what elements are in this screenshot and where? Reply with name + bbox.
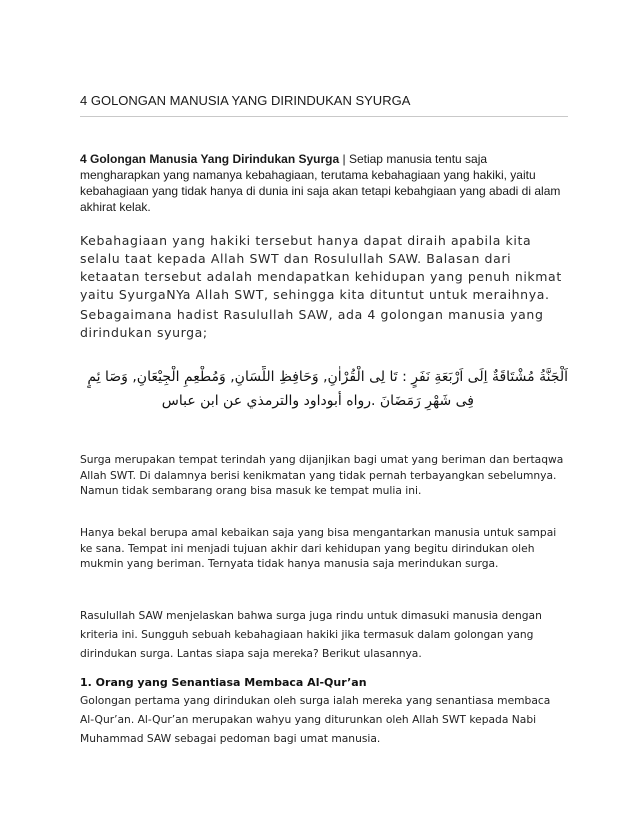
- paragraph-surga: Surga merupakan tempat terindah yang dijanjikan bagi umat yang beriman dan bertaqwa Allah SWT. Di dalamnya berisi kenikmatan yang tidak pernah terbayangkan sebelumnya. Namun tidak sembarang orang bisa masuk ke tempat mulia ini.: [80, 453, 564, 497]
- intro-bold-lead: 4 Golongan Manusia Yang Dirindukan Syurga: [80, 152, 340, 166]
- intro-paragraph: [80, 151, 568, 215]
- paragraph-hadith-intro: Sebagaimana hadist Rasulullah SAW, ada 4 golongan manusia yang dirindukan syurga;: [80, 307, 544, 340]
- title-divider: [80, 116, 568, 117]
- paragraph-bekal: Hanya bekal berupa amal kebaikan saja yang bisa mengantarkan manusia untuk sampai ke sana. Tempat ini menjadi tujuan akhir dari kehidupan yang begitu dirindukan oleh mukmin yang beriman. Ternyata tidak hanya manusia saja merindukan surga.: [80, 526, 557, 570]
- paragraph-happiness: Kebahagiaan yang hakiki tersebut hanya dapat diraih apabila kita selalu taat kepada Allah SWT dan Rosulullah SAW. Balasan dari ketaatan tersebut adalah mendapatkan kehidupan yang penuh nikmat yaitu SyurgaNYa Allah SWT, sehingga kita dituntut untuk meraihnya.: [80, 233, 562, 302]
- paragraph-first-group: Golongan pertama yang dirindukan oleh surga ialah mereka yang senantiasa membaca Al-Qur’an. Al-Qur’an merupakan wahyu yang diturunkan oleh Allah SWT kepada Nabi Muhammad SAW sebagai pedoman bagi umat manusia.: [80, 694, 551, 745]
- document-title: 4 GOLONGAN MANUSIA YANG DIRINDUKAN SYURGA: [80, 93, 411, 108]
- paragraph-rasulullah: Rasulullah SAW menjelaskan bahwa surga juga rindu untuk dimasuki manusia dengan kriteria ini. Sungguh sebuah kebahagiaan hakiki jika termasuk dalam golongan yang dirindukan surga. Lantas siapa saja mereka? Berikut ulasannya.: [80, 609, 542, 660]
- arabic-hadith-line-2: فِى شَهْرِ رَمَضَانَ .رواه أبوداود والترمذي عن ابن عباس: [161, 393, 474, 409]
- arabic-hadith-line-1: اَلْجَنَّةُ مُشْتَاقَةٌ اِلَى اَرْبَعَةِ نَفَرٍ : تَا لِى الْقُرْاٰنِ, وَحَافِظِ اللِّسَانِ, وَمُطْعِمِ الْجِيْعَانِ, وَصَا ئِمٍ: [87, 369, 568, 385]
- section-heading-1: 1. Orang yang Senantiasa Membaca Al-Qur’an: [80, 676, 367, 689]
- intro-text: | Setiap manusia tentu saja mengharapkan yang namanya kebahagiaan, terutama kebahagiaan yang hakiki, yaitu kebahagiaan yang tidak hanya di dunia ini saja akan tetapi kebahgiaan yang abadi di alam akhirat kelak.: [80, 152, 561, 214]
